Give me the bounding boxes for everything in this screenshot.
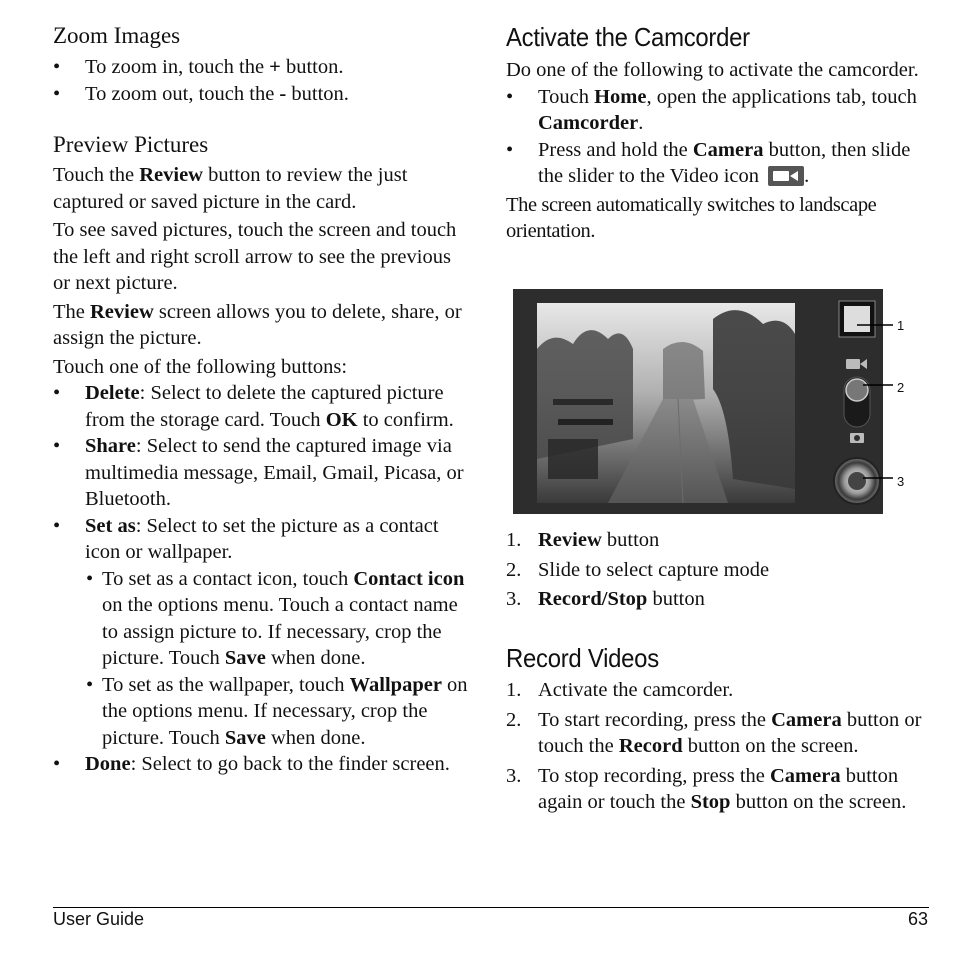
figure-legend	[506, 527, 931, 613]
activate-body	[506, 57, 931, 245]
paragraph: The Review screen allows you to delete, share, or assign the picture.	[53, 300, 462, 349]
callout-1: 1	[897, 318, 905, 333]
list-item: • To zoom out, touch the - button.	[53, 82, 349, 105]
list-item: 1. Activate the camcorder.	[506, 679, 734, 701]
sub-list-item: • To set as a contact icon, touch Contact icon on the options menu. Touch a contact name to assign picture to. If necessary, crop the picture. Touch Save when done.	[86, 567, 465, 669]
list-item: • Done: Select to go back to the finder screen.	[53, 753, 450, 775]
list-item: 1. Review button	[506, 529, 660, 551]
camcorder-figure	[513, 289, 913, 514]
paragraph: Touch the Review button to review the just captured or saved picture in the card.	[53, 164, 408, 213]
camcorder-screenshot	[513, 289, 913, 514]
list-item: 3. To stop recording, press the Camera button again or touch the Stop button on the screen.	[506, 764, 907, 813]
callout-3: 3	[897, 474, 905, 489]
list-item: • Press and hold the Camera button, then slide the slider to the Video icon .	[506, 138, 911, 187]
record-videos-heading: Record Videos	[506, 643, 659, 673]
callout-2: 2	[897, 380, 905, 395]
list-item: • To zoom in, touch the + button.	[53, 56, 344, 78]
preview-body	[53, 162, 473, 778]
paragraph: The screen automatically switches to landscape orientation.	[506, 193, 877, 242]
record-steps	[506, 677, 931, 816]
zoom-list	[53, 54, 473, 107]
preview-pictures-heading: Preview Pictures	[53, 132, 209, 157]
camera-icon	[850, 433, 864, 443]
paragraph: To see saved pictures, touch the screen and touch the left and right scroll arrow to see the previous or next picture.	[53, 219, 457, 294]
list-item: • Set as: Select to set the picture as a contact icon or wallpaper.	[53, 514, 439, 563]
list-item: 3. Record/Stop button	[506, 588, 705, 610]
sub-list-item: • To set as the wallpaper, touch Wallpaper on the options menu. If necessary, crop the picture. Touch Save when done.	[86, 673, 468, 749]
list-item: • Touch Home, open the applications tab, touch Camcorder.	[506, 85, 917, 134]
footer-title: User Guide	[53, 909, 145, 929]
list-item: • Delete: Select to delete the captured picture from the storage card. Touch OK to confirm.	[53, 382, 454, 431]
zoom-images-heading: Zoom Images	[53, 23, 181, 48]
activate-camcorder-heading: Activate the Camcorder	[506, 22, 750, 52]
list-item: 2. Slide to select capture mode	[506, 558, 770, 581]
video-camera-icon	[768, 166, 804, 186]
paragraph: Do one of the following to activate the camcorder.	[506, 59, 919, 81]
footer-rule	[53, 907, 929, 908]
list-item: 2. To start recording, press the Camera button or touch the Record button on the screen.	[506, 708, 922, 757]
list-item: • Share: Select to send the captured image via multimedia message, Email, Gmail, Picasa, or Bluetooth.	[53, 435, 464, 510]
paragraph: Touch one of the following buttons:	[53, 355, 348, 378]
page-number: 63	[907, 909, 928, 929]
